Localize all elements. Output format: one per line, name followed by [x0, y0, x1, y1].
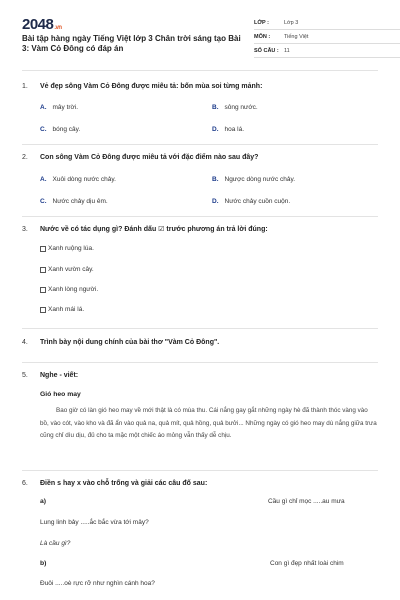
logo-sub: .vn — [54, 25, 62, 31]
q2-option-b[interactable]: B. Ngược dòng nước chảy. — [212, 176, 296, 183]
riddle-a-line-2: Lung linh bảy .....ắc bắc vừa tới mây? — [40, 519, 149, 526]
dictation-paragraph: Bao giờ có làn gió heo may về mới thật là có mùa thu. Cái nắng gay gắt những ngày hè đã thành thóc vàng vào bồ, vào cót, vào kho và đã ẩn vào quả na, quả mít, quả hồng, quả bưởi... Những ngày có gió heo may dù nắng giữa trưa cũng chỉ dìu dịu, đủ cho ta mặc một chiếc áo mỏng vẫn thấy dễ chịu. — [40, 407, 377, 439]
q3-checkbox-4[interactable]: Xanh mái lá. — [40, 306, 84, 313]
riddle-a-hint: Là cầu gì? — [40, 540, 71, 547]
q3-checkbox-2[interactable]: Xanh vườn cây. — [40, 266, 94, 273]
question-text: Nghe - viết: — [40, 372, 79, 379]
divider — [22, 144, 378, 145]
question-number: 5. — [22, 372, 28, 379]
riddle-b-line-1: Con gì đẹp nhất loài chim — [270, 560, 344, 567]
meta-key: SỐ CÂU : — [254, 47, 279, 54]
question-text: Điền s hay x vào chỗ trống và giải các câu đố sau: — [40, 480, 208, 487]
question-4 — [22, 338, 378, 347]
question-number: 6. — [22, 480, 28, 487]
riddle-b-line-2: Đuôi .....oè rực rỡ như nghìn cánh hoa? — [40, 580, 155, 587]
meta-key: MÔN : — [254, 33, 271, 40]
checkbox-icon[interactable] — [40, 246, 46, 252]
document-header — [22, 14, 378, 62]
question-text: Nước về có tác dụng gì? Đánh dấu ☑ trước phương án trả lời đúng: — [40, 226, 268, 233]
dictation-title: Gió heo may — [40, 391, 81, 398]
divider — [22, 328, 378, 329]
question-1 — [22, 82, 378, 91]
riddle-b-label: b) — [40, 560, 47, 567]
question-number: 3. — [22, 226, 28, 233]
meta-row-class — [254, 16, 400, 30]
question-2 — [22, 153, 378, 162]
meta-value: 11 — [284, 47, 290, 54]
divider — [22, 470, 378, 471]
question-text: Vẻ đẹp sông Vàm Cỏ Đông được miêu tả: bốn mùa soi từng mảnh: — [40, 83, 263, 90]
divider — [22, 362, 378, 363]
meta-row-count — [254, 44, 400, 58]
meta-key: LỚP : — [254, 19, 269, 26]
document-title: Bài tập hàng ngày Tiếng Việt lớp 3 Chân trời sáng tạo Bài 3: Vàm Cỏ Đông có đáp án — [22, 34, 241, 53]
meta-table — [254, 16, 400, 58]
meta-value: Lớp 3 — [284, 19, 299, 26]
q2-option-d[interactable]: D. Nước chảy cuồn cuộn. — [212, 198, 291, 205]
checkbox-icon[interactable] — [40, 307, 46, 313]
q2-option-a[interactable]: A. Xuôi dòng nước chảy. — [40, 176, 116, 183]
question-number: 2. — [22, 154, 28, 161]
checkbox-icon[interactable] — [40, 287, 46, 293]
q1-option-d[interactable]: D. hoa lá. — [212, 126, 245, 133]
q1-option-a[interactable]: A. mây trời. — [40, 104, 79, 111]
riddle-a-line-1: Cầu gì chỉ mọc .....au mưa — [268, 498, 345, 505]
checkbox-icon[interactable] — [40, 267, 46, 273]
question-text: Con sông Vàm Cỏ Đông được miêu tả với đặc điểm nào sau đây? — [40, 154, 259, 161]
question-number: 4. — [22, 339, 28, 346]
meta-value: Tiếng Việt — [284, 33, 309, 40]
divider — [22, 216, 378, 217]
q1-option-c[interactable]: C. bóng cây. — [40, 126, 81, 133]
q3-checkbox-1[interactable]: Xanh ruộng lúa. — [40, 245, 94, 252]
question-6 — [22, 479, 378, 488]
question-text: Trình bày nội dung chính của bài thơ "Vàm Cỏ Đông". — [40, 339, 220, 346]
q3-checkbox-3[interactable]: Xanh lòng người. — [40, 286, 98, 293]
logo-main: 2048 — [22, 16, 54, 33]
header-divider — [22, 70, 378, 71]
question-5 — [22, 371, 378, 380]
q2-option-c[interactable]: C. Nước chảy dịu êm. — [40, 198, 108, 205]
site-logo[interactable] — [22, 16, 62, 33]
riddle-a-label: a) — [40, 498, 47, 505]
question-number: 1. — [22, 83, 28, 90]
meta-row-subject — [254, 30, 400, 44]
q1-option-b[interactable]: B. sông nước. — [212, 104, 258, 111]
question-3 — [22, 225, 378, 234]
